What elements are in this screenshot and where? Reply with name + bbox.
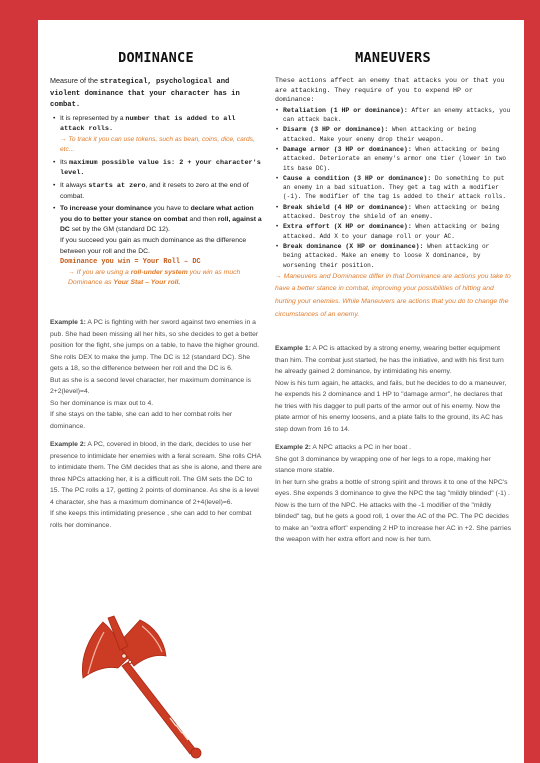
maneuver-extra-effort: • Extra effort (X HP or dominance): When attacking or being attacked. Add X to your damage roll or your AC. <box>283 222 511 241</box>
dominance-rule-start: • It always starts at zero, and it resets to zero at the end of combat. <box>60 181 262 202</box>
dominance-rules <box>50 114 262 290</box>
dominance-rule-increase: • To increase your dominance you have to declare what action you do to better your stance on combat and then roll, against a DC set by the GM (standard DC 12). If you succeed you gain as much dominance as the difference between your roll and the DC. Dominance you win = Your Roll – DC → If you are using a roll-under system you win as much Dominance as Your Stat – Your roll. <box>60 204 262 289</box>
maneuvers-list <box>275 106 511 270</box>
dominance-rule-attack: • It is represented by a number that is added to all attack rolls. → To track it you can use tokens, such as bean, coins, dice, cards, etc... <box>60 114 262 156</box>
rulebook-page <box>38 20 524 763</box>
dominance-formula: Dominance you win = Your Roll – DC <box>60 258 201 267</box>
maneuvers-note: → Maneuvers and Dominance differ in that Dominance are actions you take to have a better stance in combat, improving your possibilities of hitting and hurting your enemies. While Maneuvers are actions that you do to change the circumstances of an enemy. <box>275 272 511 318</box>
maneuver-damage-armor: • Damage armor (3 HP or dominance): When attacking or being attacked. Deteriorate an enemy's armor one tier (lower in two its base DC). <box>283 145 511 173</box>
maneuver-disarm: • Disarm (3 HP or dominance): When attacking or being attacked. Make your enemy drop their weapon. <box>283 125 511 144</box>
dominance-column <box>50 50 262 538</box>
maneuvers-column <box>275 50 511 553</box>
maneuver-break-dominance: • Break dominance (X HP or dominance): When attacking or being attacked. Make an enemy to loose X dominance, by worsening their position. <box>283 242 511 270</box>
dominance-title: DOMINANCE <box>118 50 194 66</box>
maneuver-break-shield: • Break shield (4 HP or dominance): When attacking or being attacked. Destroy the shield of an enemy. <box>283 203 511 222</box>
battle-axe-illustration <box>58 600 218 762</box>
maneuver-cause-condition: • Cause a condition (3 HP or dominance): Do something to put an enemy in a bad situation. They get a tag with a modifier (-1). The modifier of the tag is added to their attack rolls. <box>283 174 511 202</box>
tokens-note: → To track it you can use tokens, such as bean, coins, dice, cards, etc... <box>60 135 255 154</box>
dominance-rule-max: • Its maximum possible value is: 2 + your character's level. <box>60 158 262 179</box>
dominance-example-1: Example 1: A PC is fighting with her sword against two enemies in a pub. She had been missing all her hits, so she decides to get a better position for the fight, she jumps on a table, to have the higher ground. She rolls DEX to make the jump. The DC is 12 (standard DC). She gets a 18, so the difference between her roll and the DC is 6. But as she is a second level character, her maximum dominance is 2+2(level)=4. So her dominance is max out to 4. If she stays on the table, she can add to her combat rolls her dominance. <box>50 319 259 430</box>
maneuvers-title: MANEUVERS <box>355 50 431 66</box>
maneuvers-example-1: Example 1: A PC is attacked by a strong enemy, wearing better equipment than him. The combat just started, he has the initiative, and with his first turn he already gained 2 dominance, by intimidating his enemy. Now is his turn again, he attacks, and fails, but he decides to do a maneuver, he expends his 2 dominance and 1 HP to "damage armor", he declares that he tries with his dagger to pull parts of the armor out of his enemy. Now the plate armor of his enemy loosens, and a plate falls to the ground, its AC has step down from 16 to 14. <box>275 345 507 433</box>
roll-under-note: → If you are using a roll-under system you win as much Dominance as Your Stat – Your roll. <box>68 268 241 287</box>
maneuvers-intro: These actions affect an enemy that attacks you or that you are attacking. They require of you to expend HP or dominance: <box>275 77 505 104</box>
maneuvers-example-2: Example 2: A NPC attacks a PC in her boat . She got 3 dominance by wrapping one of her legs to a rope, making her stance more stable. In her turn she grabs a bottle of strong spirit and throws it to one of the NPC's eyes. She expends 3 dominance to give the NPC the tag "mildly blinded" (-1) . Now is the turn of the NPC. He attacks with the -1 modifier of the "mildly blinded" tag, but he gets a good roll, 1 over the AC of the PC. The PC decides to make an "extra effort" expending 2 HP to increase her AC in +2. She parries the weapon with her extra effort and now is her turn. <box>275 444 511 544</box>
maneuver-retaliation: • Retaliation (1 HP or dominance): After an enemy attacks, you can attack back. <box>283 106 511 125</box>
dominance-example-2: Example 2: A PC, covered in blood, in the dark, decides to use her presence to intimidate her enemies with a feral scream. She rolls CHA to intimidate them. The GM decides that as she is alone, and there are three NPCs attacking her, it is a difficult roll. The GM sets the DC to 15. The PC rolls a 17, getting 2 points of dominance. As she is a level 4 character, she has a maximum dominance of 2+4(level)=6. If she keeps this intimidating presence , she can add to her combat rolls her dominance. <box>50 441 262 529</box>
success-text: If you succeed you gain as much dominance as the difference between your roll and the DC. <box>60 237 247 255</box>
dominance-intro: Measure of the strategical, psychological and violent dominance that your character has in combat. <box>50 76 240 109</box>
